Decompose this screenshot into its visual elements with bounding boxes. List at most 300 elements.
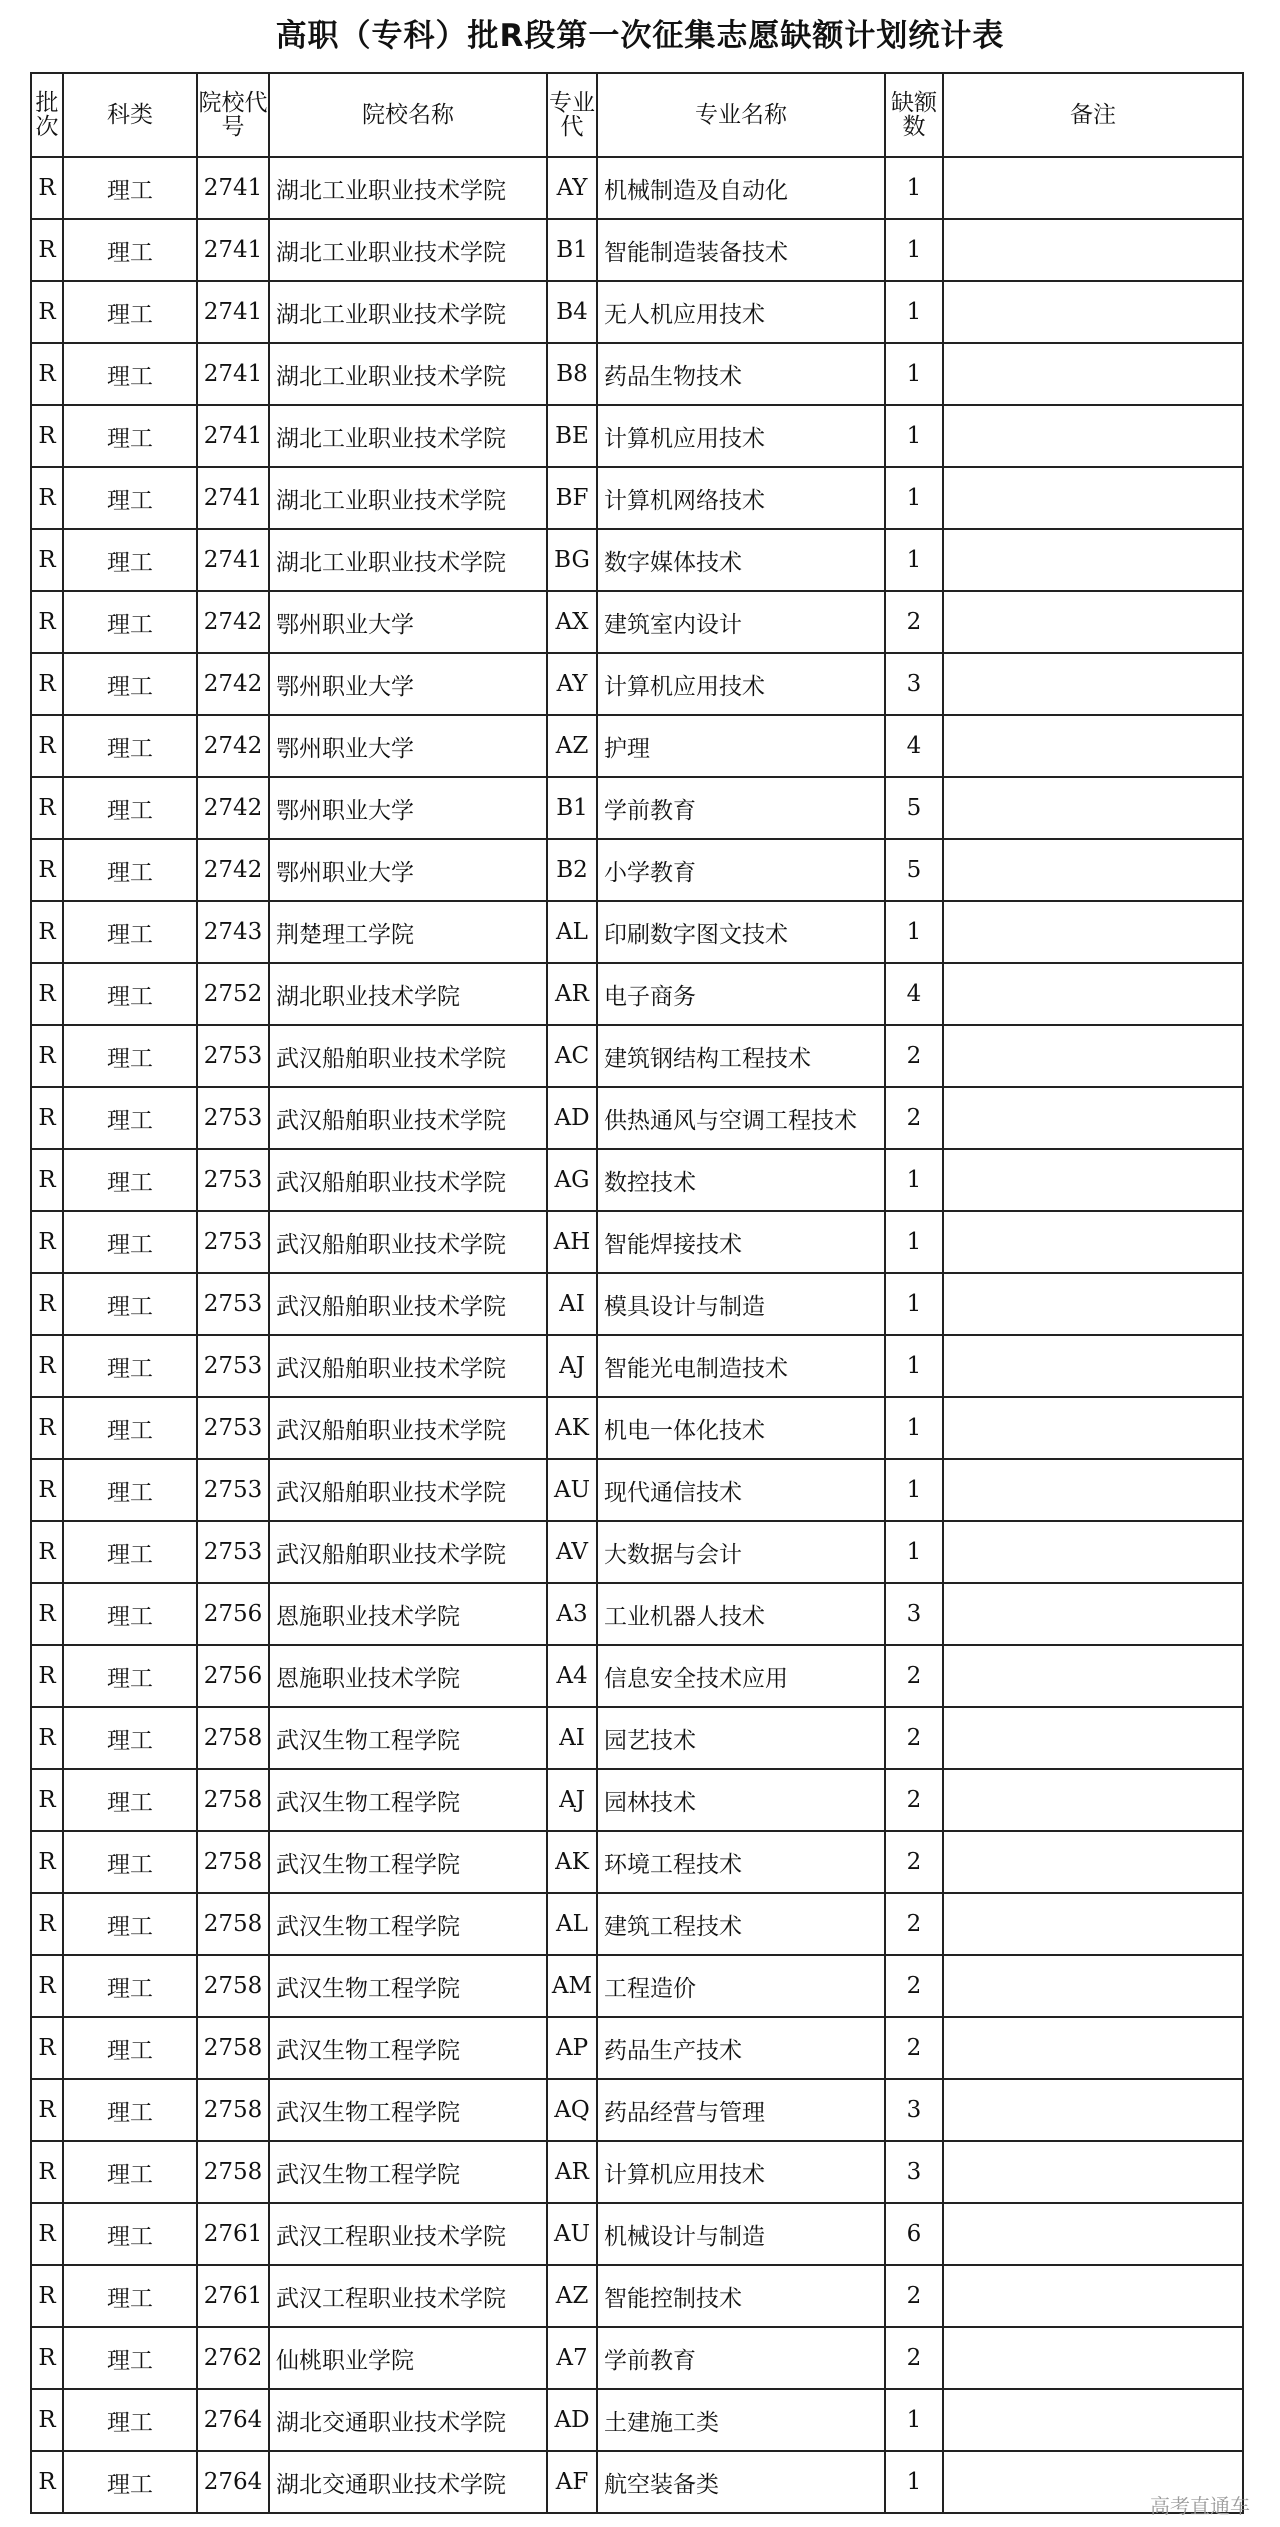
cell-category: 理工 [63, 1149, 197, 1211]
cell-major-code: AF [547, 2451, 597, 2513]
cell-school-name: 湖北工业职业技术学院 [269, 529, 547, 591]
table-row [31, 405, 1243, 467]
cell-category: 理工 [63, 1521, 197, 1583]
cell-school-code: 2764 [197, 2389, 269, 2451]
cell-batch: R [31, 2327, 63, 2389]
cell-major-name: 数字媒体技术 [597, 529, 885, 591]
cell-vacancy: 2 [885, 2017, 943, 2079]
cell-school-name: 恩施职业技术学院 [269, 1645, 547, 1707]
table-row [31, 1645, 1243, 1707]
cell-category: 理工 [63, 1707, 197, 1769]
cell-batch: R [31, 529, 63, 591]
cell-vacancy: 1 [885, 2389, 943, 2451]
cell-category: 理工 [63, 1955, 197, 2017]
cell-remark [943, 1149, 1243, 1211]
cell-category: 理工 [63, 1583, 197, 1645]
cell-major-code: AD [547, 2389, 597, 2451]
cell-vacancy: 1 [885, 1521, 943, 1583]
cell-remark [943, 1397, 1243, 1459]
cell-vacancy: 1 [885, 1397, 943, 1459]
cell-major-name: 工业机器人技术 [597, 1583, 885, 1645]
cell-vacancy: 2 [885, 1893, 943, 1955]
cell-category: 理工 [63, 1273, 197, 1335]
table-row [31, 1335, 1243, 1397]
cell-category: 理工 [63, 219, 197, 281]
table-row [31, 529, 1243, 591]
cell-school-code: 2742 [197, 839, 269, 901]
cell-remark [943, 839, 1243, 901]
cell-major-code: AG [547, 1149, 597, 1211]
cell-school-code: 2741 [197, 467, 269, 529]
table-row [31, 2265, 1243, 2327]
cell-major-code: AZ [547, 715, 597, 777]
table-row [31, 1769, 1243, 1831]
cell-major-name: 药品经营与管理 [597, 2079, 885, 2141]
cell-school-code: 2753 [197, 1025, 269, 1087]
cell-category: 理工 [63, 591, 197, 653]
cell-school-name: 鄂州职业大学 [269, 839, 547, 901]
table-row [31, 1397, 1243, 1459]
cell-school-code: 2753 [197, 1521, 269, 1583]
cell-category: 理工 [63, 1645, 197, 1707]
cell-school-name: 湖北工业职业技术学院 [269, 219, 547, 281]
cell-batch: R [31, 653, 63, 715]
watermark: 高考直通车 [1150, 2494, 1250, 2518]
cell-major-name: 机电一体化技术 [597, 1397, 885, 1459]
cell-category: 理工 [63, 467, 197, 529]
cell-major-name: 计算机应用技术 [597, 405, 885, 467]
cell-remark [943, 2389, 1243, 2451]
cell-major-name: 学前教育 [597, 2327, 885, 2389]
cell-batch: R [31, 2017, 63, 2079]
table-row [31, 1893, 1243, 1955]
cell-vacancy: 1 [885, 901, 943, 963]
cell-batch: R [31, 1273, 63, 1335]
table-row [31, 219, 1243, 281]
cell-category: 理工 [63, 1769, 197, 1831]
cell-batch: R [31, 1149, 63, 1211]
cell-vacancy: 2 [885, 2327, 943, 2389]
header-remark: 备注 [943, 73, 1243, 157]
cell-vacancy: 1 [885, 2451, 943, 2513]
cell-remark [943, 529, 1243, 591]
cell-batch: R [31, 2389, 63, 2451]
cell-school-code: 2761 [197, 2265, 269, 2327]
cell-category: 理工 [63, 2265, 197, 2327]
table-row [31, 157, 1243, 219]
cell-school-name: 湖北工业职业技术学院 [269, 281, 547, 343]
table-header-row [31, 73, 1243, 157]
table-row [31, 653, 1243, 715]
cell-category: 理工 [63, 777, 197, 839]
cell-major-code: BG [547, 529, 597, 591]
cell-remark [943, 2141, 1243, 2203]
table-row [31, 901, 1243, 963]
cell-batch: R [31, 219, 63, 281]
cell-major-name: 计算机网络技术 [597, 467, 885, 529]
cell-major-code: AX [547, 591, 597, 653]
cell-school-code: 2753 [197, 1211, 269, 1273]
cell-major-code: AV [547, 1521, 597, 1583]
cell-remark [943, 1707, 1243, 1769]
table-row [31, 1087, 1243, 1149]
cell-batch: R [31, 901, 63, 963]
cell-batch: R [31, 2451, 63, 2513]
cell-category: 理工 [63, 1459, 197, 1521]
cell-vacancy: 3 [885, 2141, 943, 2203]
cell-school-code: 2758 [197, 1893, 269, 1955]
table-row [31, 2017, 1243, 2079]
cell-batch: R [31, 1769, 63, 1831]
table-row [31, 343, 1243, 405]
cell-category: 理工 [63, 1211, 197, 1273]
cell-major-code: BF [547, 467, 597, 529]
cell-category: 理工 [63, 1335, 197, 1397]
table-row [31, 467, 1243, 529]
cell-school-code: 2753 [197, 1087, 269, 1149]
header-category: 科类 [63, 73, 197, 157]
table-row [31, 281, 1243, 343]
cell-major-code: AK [547, 1397, 597, 1459]
cell-batch: R [31, 715, 63, 777]
table-row [31, 2079, 1243, 2141]
cell-remark [943, 963, 1243, 1025]
cell-school-name: 武汉船舶职业技术学院 [269, 1149, 547, 1211]
cell-school-code: 2756 [197, 1645, 269, 1707]
table-row [31, 2327, 1243, 2389]
cell-school-name: 荆楚理工学院 [269, 901, 547, 963]
cell-major-code: AZ [547, 2265, 597, 2327]
cell-remark [943, 777, 1243, 839]
cell-category: 理工 [63, 1893, 197, 1955]
cell-school-name: 仙桃职业学院 [269, 2327, 547, 2389]
cell-major-code: AI [547, 1707, 597, 1769]
table-row [31, 2141, 1243, 2203]
cell-school-name: 湖北交通职业技术学院 [269, 2451, 547, 2513]
cell-remark [943, 1459, 1243, 1521]
cell-major-name: 药品生物技术 [597, 343, 885, 405]
cell-school-name: 湖北工业职业技术学院 [269, 467, 547, 529]
cell-school-code: 2753 [197, 1149, 269, 1211]
cell-major-code: AR [547, 963, 597, 1025]
cell-major-name: 智能光电制造技术 [597, 1335, 885, 1397]
cell-vacancy: 2 [885, 1955, 943, 2017]
cell-major-name: 无人机应用技术 [597, 281, 885, 343]
cell-remark [943, 1521, 1243, 1583]
cell-batch: R [31, 591, 63, 653]
cell-vacancy: 3 [885, 2079, 943, 2141]
cell-major-code: B2 [547, 839, 597, 901]
cell-category: 理工 [63, 281, 197, 343]
cell-remark [943, 1893, 1243, 1955]
cell-remark [943, 901, 1243, 963]
cell-school-code: 2764 [197, 2451, 269, 2513]
cell-category: 理工 [63, 405, 197, 467]
cell-remark [943, 1273, 1243, 1335]
cell-batch: R [31, 467, 63, 529]
table-row [31, 1583, 1243, 1645]
cell-school-code: 2758 [197, 2017, 269, 2079]
cell-category: 理工 [63, 529, 197, 591]
cell-batch: R [31, 839, 63, 901]
cell-major-name: 数控技术 [597, 1149, 885, 1211]
cell-vacancy: 1 [885, 1335, 943, 1397]
cell-school-code: 2753 [197, 1273, 269, 1335]
cell-major-code: AY [547, 653, 597, 715]
cell-batch: R [31, 1583, 63, 1645]
cell-vacancy: 1 [885, 1273, 943, 1335]
cell-category: 理工 [63, 653, 197, 715]
cell-school-code: 2741 [197, 281, 269, 343]
cell-major-code: AU [547, 2203, 597, 2265]
cell-major-name: 印刷数字图文技术 [597, 901, 885, 963]
cell-remark [943, 157, 1243, 219]
cell-batch: R [31, 1087, 63, 1149]
header-vacancy: 缺额数 [885, 73, 943, 157]
cell-major-name: 智能制造装备技术 [597, 219, 885, 281]
table-row [31, 1149, 1243, 1211]
table-row [31, 1707, 1243, 1769]
cell-major-code: AM [547, 1955, 597, 2017]
cell-batch: R [31, 2203, 63, 2265]
cell-major-code: B1 [547, 777, 597, 839]
cell-major-code: A7 [547, 2327, 597, 2389]
table-row [31, 777, 1243, 839]
cell-school-name: 武汉船舶职业技术学院 [269, 1211, 547, 1273]
cell-major-code: AY [547, 157, 597, 219]
cell-category: 理工 [63, 2327, 197, 2389]
cell-school-code: 2762 [197, 2327, 269, 2389]
cell-vacancy: 4 [885, 715, 943, 777]
table-row [31, 1211, 1243, 1273]
vacancy-table [30, 72, 1244, 2514]
cell-batch: R [31, 1211, 63, 1273]
cell-batch: R [31, 1955, 63, 2017]
cell-vacancy: 1 [885, 1149, 943, 1211]
cell-category: 理工 [63, 715, 197, 777]
cell-major-code: AR [547, 2141, 597, 2203]
cell-vacancy: 1 [885, 529, 943, 591]
cell-vacancy: 1 [885, 343, 943, 405]
cell-major-code: B8 [547, 343, 597, 405]
cell-school-name: 武汉生物工程学院 [269, 2079, 547, 2141]
cell-remark [943, 467, 1243, 529]
table-row [31, 1273, 1243, 1335]
table-row [31, 715, 1243, 777]
cell-vacancy: 2 [885, 1831, 943, 1893]
cell-major-code: AP [547, 2017, 597, 2079]
cell-vacancy: 2 [885, 1707, 943, 1769]
cell-major-code: AQ [547, 2079, 597, 2141]
cell-category: 理工 [63, 343, 197, 405]
cell-school-code: 2753 [197, 1397, 269, 1459]
cell-vacancy: 1 [885, 405, 943, 467]
cell-vacancy: 2 [885, 1769, 943, 1831]
cell-school-name: 武汉船舶职业技术学院 [269, 1459, 547, 1521]
cell-major-name: 园林技术 [597, 1769, 885, 1831]
cell-major-code: AC [547, 1025, 597, 1087]
cell-vacancy: 2 [885, 1645, 943, 1707]
cell-remark [943, 1335, 1243, 1397]
cell-remark [943, 1645, 1243, 1707]
cell-major-name: 机械设计与制造 [597, 2203, 885, 2265]
table-row [31, 839, 1243, 901]
cell-school-code: 2758 [197, 1831, 269, 1893]
cell-school-code: 2758 [197, 2079, 269, 2141]
cell-school-name: 鄂州职业大学 [269, 777, 547, 839]
cell-major-code: B1 [547, 219, 597, 281]
cell-major-name: 模具设计与制造 [597, 1273, 885, 1335]
cell-major-code: BE [547, 405, 597, 467]
cell-batch: R [31, 1893, 63, 1955]
cell-major-name: 计算机应用技术 [597, 653, 885, 715]
cell-school-name: 武汉船舶职业技术学院 [269, 1273, 547, 1335]
cell-school-name: 武汉船舶职业技术学院 [269, 1025, 547, 1087]
cell-batch: R [31, 1459, 63, 1521]
cell-major-name: 小学教育 [597, 839, 885, 901]
cell-vacancy: 1 [885, 1459, 943, 1521]
cell-batch: R [31, 281, 63, 343]
cell-school-name: 武汉船舶职业技术学院 [269, 1335, 547, 1397]
cell-major-code: AJ [547, 1335, 597, 1397]
cell-school-code: 2761 [197, 2203, 269, 2265]
table-row [31, 591, 1243, 653]
cell-vacancy: 2 [885, 2265, 943, 2327]
table-row [31, 2389, 1243, 2451]
cell-school-name: 武汉生物工程学院 [269, 1893, 547, 1955]
cell-batch: R [31, 2079, 63, 2141]
cell-major-name: 工程造价 [597, 1955, 885, 2017]
cell-vacancy: 6 [885, 2203, 943, 2265]
header-major-name: 专业名称 [597, 73, 885, 157]
cell-major-name: 供热通风与空调工程技术 [597, 1087, 885, 1149]
cell-batch: R [31, 1521, 63, 1583]
cell-major-name: 药品生产技术 [597, 2017, 885, 2079]
cell-school-code: 2756 [197, 1583, 269, 1645]
cell-school-name: 武汉生物工程学院 [269, 1831, 547, 1893]
cell-remark [943, 653, 1243, 715]
table-row [31, 2203, 1243, 2265]
cell-remark [943, 1769, 1243, 1831]
table-row [31, 2451, 1243, 2513]
cell-batch: R [31, 1335, 63, 1397]
cell-remark [943, 1025, 1243, 1087]
cell-remark [943, 219, 1243, 281]
cell-major-name: 航空装备类 [597, 2451, 885, 2513]
cell-school-code: 2758 [197, 1769, 269, 1831]
cell-school-code: 2741 [197, 405, 269, 467]
cell-major-code: AU [547, 1459, 597, 1521]
cell-school-name: 武汉工程职业技术学院 [269, 2265, 547, 2327]
cell-batch: R [31, 405, 63, 467]
cell-category: 理工 [63, 2389, 197, 2451]
cell-remark [943, 2079, 1243, 2141]
cell-school-name: 武汉船舶职业技术学院 [269, 1087, 547, 1149]
cell-vacancy: 1 [885, 281, 943, 343]
table-row [31, 1459, 1243, 1521]
cell-category: 理工 [63, 157, 197, 219]
cell-vacancy: 1 [885, 467, 943, 529]
cell-major-code: A4 [547, 1645, 597, 1707]
cell-school-name: 鄂州职业大学 [269, 591, 547, 653]
cell-remark [943, 1955, 1243, 2017]
cell-remark [943, 2327, 1243, 2389]
header-school-name: 院校名称 [269, 73, 547, 157]
cell-major-name: 建筑钢结构工程技术 [597, 1025, 885, 1087]
cell-major-name: 建筑室内设计 [597, 591, 885, 653]
cell-major-name: 学前教育 [597, 777, 885, 839]
table-row [31, 963, 1243, 1025]
cell-batch: R [31, 1645, 63, 1707]
table-row [31, 1831, 1243, 1893]
cell-major-name: 智能控制技术 [597, 2265, 885, 2327]
cell-category: 理工 [63, 1831, 197, 1893]
cell-vacancy: 2 [885, 1087, 943, 1149]
cell-school-code: 2753 [197, 1459, 269, 1521]
cell-category: 理工 [63, 2451, 197, 2513]
cell-category: 理工 [63, 1087, 197, 1149]
cell-major-name: 建筑工程技术 [597, 1893, 885, 1955]
cell-vacancy: 1 [885, 219, 943, 281]
cell-school-name: 湖北工业职业技术学院 [269, 343, 547, 405]
cell-school-code: 2742 [197, 653, 269, 715]
cell-school-name: 湖北职业技术学院 [269, 963, 547, 1025]
cell-category: 理工 [63, 901, 197, 963]
cell-major-code: B4 [547, 281, 597, 343]
cell-school-code: 2741 [197, 219, 269, 281]
cell-school-name: 武汉船舶职业技术学院 [269, 1397, 547, 1459]
cell-vacancy: 2 [885, 591, 943, 653]
cell-remark [943, 2017, 1243, 2079]
cell-category: 理工 [63, 963, 197, 1025]
cell-category: 理工 [63, 2141, 197, 2203]
cell-major-code: AI [547, 1273, 597, 1335]
cell-vacancy: 3 [885, 1583, 943, 1645]
cell-remark [943, 1087, 1243, 1149]
cell-school-name: 武汉工程职业技术学院 [269, 2203, 547, 2265]
cell-school-code: 2753 [197, 1335, 269, 1397]
cell-remark [943, 1583, 1243, 1645]
cell-major-name: 计算机应用技术 [597, 2141, 885, 2203]
cell-vacancy: 2 [885, 1025, 943, 1087]
cell-major-name: 土建施工类 [597, 2389, 885, 2451]
cell-major-code: AK [547, 1831, 597, 1893]
cell-batch: R [31, 2265, 63, 2327]
cell-major-name: 护理 [597, 715, 885, 777]
cell-vacancy: 3 [885, 653, 943, 715]
cell-school-code: 2741 [197, 343, 269, 405]
cell-remark [943, 2203, 1243, 2265]
cell-batch: R [31, 1025, 63, 1087]
cell-major-name: 大数据与会计 [597, 1521, 885, 1583]
cell-school-code: 2758 [197, 2141, 269, 2203]
cell-vacancy: 1 [885, 1211, 943, 1273]
cell-major-name: 园艺技术 [597, 1707, 885, 1769]
cell-school-name: 武汉生物工程学院 [269, 1769, 547, 1831]
cell-school-code: 2758 [197, 1955, 269, 2017]
cell-category: 理工 [63, 1025, 197, 1087]
cell-remark [943, 1831, 1243, 1893]
cell-remark [943, 343, 1243, 405]
cell-school-name: 湖北工业职业技术学院 [269, 405, 547, 467]
cell-major-code: AJ [547, 1769, 597, 1831]
cell-batch: R [31, 1707, 63, 1769]
cell-remark [943, 405, 1243, 467]
cell-major-code: AL [547, 901, 597, 963]
cell-school-code: 2741 [197, 157, 269, 219]
table-row [31, 1521, 1243, 1583]
cell-batch: R [31, 157, 63, 219]
